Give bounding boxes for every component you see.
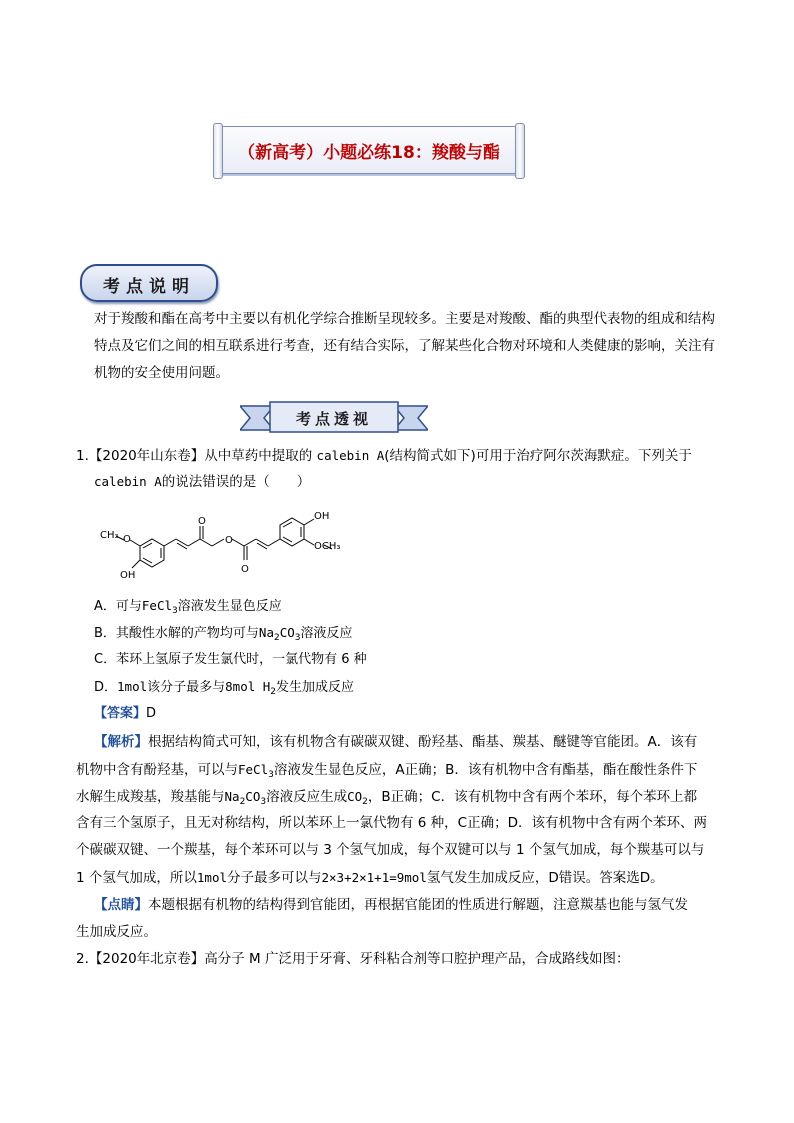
struct-o-ester: O: [225, 535, 233, 546]
option-d: D．1mol该分子最多与8mol $H_2$发生加成反应: [94, 679, 355, 697]
analysis-line-1: 【解析】根据结构简式可知，该有机物含有碳碳双键、酚羟基、酯基、羰基、醚键等官能团。A．该有: [94, 734, 698, 750]
section-ribbon-exam-insight: [240, 400, 428, 436]
note-line-1: 【点睛】本题根据有机物的结构得到官能团，再根据官能团的性质进行解题，注意羰基也能与氢气发: [94, 897, 688, 913]
question-1-stem-cont: calebin A的说法错误的是（ ）: [94, 474, 311, 490]
question-2-stem: 2.【2020年北京卷】高分子 M 广泛用于牙膏、牙科粘合剂等口腔护理产品，合成路线如图：: [76, 951, 630, 967]
question-1-stem: 1.【2020年山东卷】从中草药中提取的 calebin A(结构简式如下)可用于治疗阿尔茨海默症。下列关于: [76, 448, 692, 464]
section-badge-exam-notes: [80, 264, 218, 302]
title-banner: [218, 126, 520, 174]
answer-value: D: [146, 706, 157, 721]
struct-methyl-left: CH₃: [100, 530, 119, 541]
section-intro-paragraph: 对于羧酸和酯在高考中主要以有机化学综合推断呈现较多。主要是对羧酸、酯的典型代表物的组成和结构特点及它们之间的相互联系进行考查，还有结合实际，了解某些化合物对环境和人类健康的影响，关注有机物的安全使用问题。: [94, 311, 715, 381]
analysis-line-3: 水解生成羧基，羧基能与$Na_2CO_3$溶液反应生成$CO_2$，B正确；C．该有机物中含有两个苯环，每个苯环上都: [76, 789, 698, 807]
struct-methoxy-right: OCH₃: [314, 541, 341, 552]
option-a: A．可与FeCl$_3$溶液发生显色反应: [94, 598, 282, 616]
analysis-line-5: 个碳碳双键、一个羰基，每个苯环可以与 3 个氢气加成，每个双键可以与 1 个氢气加成，每个羰基可以与: [76, 842, 705, 858]
struct-o-ketone: O: [198, 516, 206, 527]
analysis-line-2: 机物中含有酚羟基，可以与FeCl$_3$溶液发生显色反应，A正确；B．该有机物中含有酯基，酯在酸性条件下: [76, 762, 698, 780]
option-b: B．其酸性水解的产物均可与$Na_2CO_3$溶液反应: [94, 625, 353, 643]
answer-line: [94, 700, 156, 727]
note-line-2: 生加成反应。: [76, 924, 157, 940]
structure-diagram: [92, 502, 402, 586]
section-badge-label: 考点说明: [103, 277, 195, 297]
page-title: （新高考）小题必练18：羧酸与酯: [238, 143, 500, 163]
struct-oh-left: OH: [120, 570, 136, 581]
struct-oh-right: OH: [314, 511, 330, 522]
analysis-line-6: 1 个氢气加成，所以1mol分子最多可以与2×3+2×1+1=9mol氢气发生加成反应，D错误。答案选D。: [76, 870, 664, 886]
analysis-line-4: 含有三个氢原子，且无对称结构，所以苯环上一氯代物有 6 种，C正确；D．该有机物中含有两个苯环、两: [76, 815, 707, 831]
struct-o-left: O: [123, 534, 131, 545]
option-c: C．苯环上氢原子发生氯代时，一氯代物有 6 种: [94, 652, 367, 667]
calebin-a-structure: [92, 502, 402, 586]
answer-label: 【答案】: [94, 706, 147, 721]
struct-o-carbonyl: O: [241, 564, 249, 575]
ribbon-label: 考点透视: [295, 410, 372, 428]
